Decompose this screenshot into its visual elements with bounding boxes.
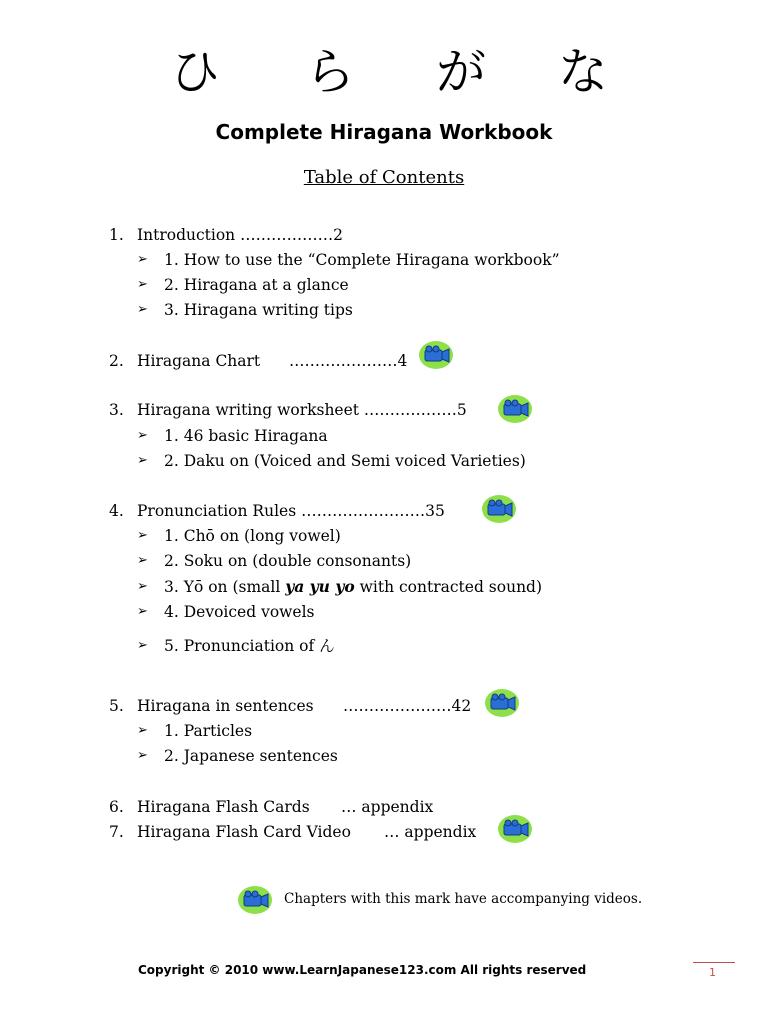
section-number: 4. [109, 502, 124, 520]
bullet-arrow-icon: ➢ [137, 302, 148, 317]
section-number: 5. [109, 697, 124, 715]
page-number: 1 [709, 966, 716, 979]
sub-item-text: 2. Hiragana at a glance [164, 276, 349, 294]
video-camera-icon [484, 688, 520, 718]
section-number: 1. [109, 226, 124, 244]
bullet-arrow-icon: ➢ [137, 252, 148, 267]
bullet-arrow-icon: ➢ [137, 453, 148, 468]
section-text: Hiragana writing worksheet ………………5 [137, 401, 467, 419]
sub-item-text: 4. Devoiced vowels [164, 603, 315, 621]
bullet-arrow-icon: ➢ [137, 748, 148, 763]
section-page-dots: … appendix [341, 798, 434, 816]
kana-na: な [558, 43, 608, 101]
section-number: 6. [109, 798, 124, 816]
sub-item-text: 1. Particles [164, 722, 253, 740]
video-legend-note: Chapters with this mark have accompanying videos. [284, 891, 643, 907]
video-camera-icon [497, 394, 533, 424]
bullet-arrow-icon: ➢ [137, 723, 148, 738]
bullet-arrow-icon: ➢ [137, 428, 148, 443]
video-camera-icon [237, 885, 273, 915]
sub-item-text: 2. Soku on (double consonants) [164, 552, 412, 570]
sub-item-text [164, 577, 542, 597]
section-page-dots: … appendix [384, 823, 477, 841]
section-text: Hiragana in sentences [137, 697, 314, 715]
toc-heading: Table of Contents [303, 167, 465, 188]
page-number-rule [693, 962, 735, 963]
workbook-title: Complete Hiragana Workbook [215, 120, 553, 144]
section-number: 3. [109, 401, 124, 419]
bullet-arrow-icon: ➢ [137, 638, 148, 653]
section-page-dots: …………………42 [343, 697, 472, 715]
sub-item-text: 5. Pronunciation of ん [164, 637, 335, 655]
section-text: Hiragana Flash Cards [137, 798, 310, 816]
section-text: Introduction ………………2 [137, 226, 343, 244]
video-camera-icon [497, 814, 533, 844]
sub-item-text: 2. Daku on (Voiced and Semi voiced Varieties) [164, 452, 526, 470]
sub-item-text-end: with contracted sound) [354, 578, 543, 596]
sub-item-text: 3. Hiragana writing tips [164, 301, 353, 319]
bullet-arrow-icon: ➢ [137, 604, 148, 619]
video-camera-icon [418, 340, 454, 370]
copyright-footer: Copyright © 2010 www.LearnJapanese123.com All rights reserved [138, 963, 587, 977]
section-number: 2. [109, 352, 124, 370]
kana-hi: ひ [170, 43, 220, 101]
section-text: Pronunciation Rules ……………………35 [137, 502, 445, 520]
sub-item-text: 1. 46 basic Hiragana [164, 427, 328, 445]
section-number: 7. [109, 823, 124, 841]
video-camera-icon [481, 494, 517, 524]
bullet-arrow-icon: ➢ [137, 277, 148, 292]
kana-ga: が [436, 43, 486, 101]
bullet-arrow-icon: ➢ [137, 579, 148, 594]
bullet-arrow-icon: ➢ [137, 553, 148, 568]
bullet-arrow-icon: ➢ [137, 528, 148, 543]
sub-item-text-start: 3. Yō on (small [164, 578, 286, 596]
sub-item-emphasis: ya yu yo [285, 577, 355, 596]
section-text: Hiragana Flash Card Video [137, 823, 351, 841]
sub-item-text: 1. Chō on (long vowel) [164, 527, 341, 545]
section-text: Hiragana Chart [137, 352, 261, 370]
kana-ra: ら [305, 43, 355, 101]
sub-item-text: 1. How to use the “Complete Hiragana workbook” [164, 251, 560, 269]
section-page-dots: …………………4 [289, 352, 408, 370]
sub-item-text: 2. Japanese sentences [164, 747, 338, 765]
